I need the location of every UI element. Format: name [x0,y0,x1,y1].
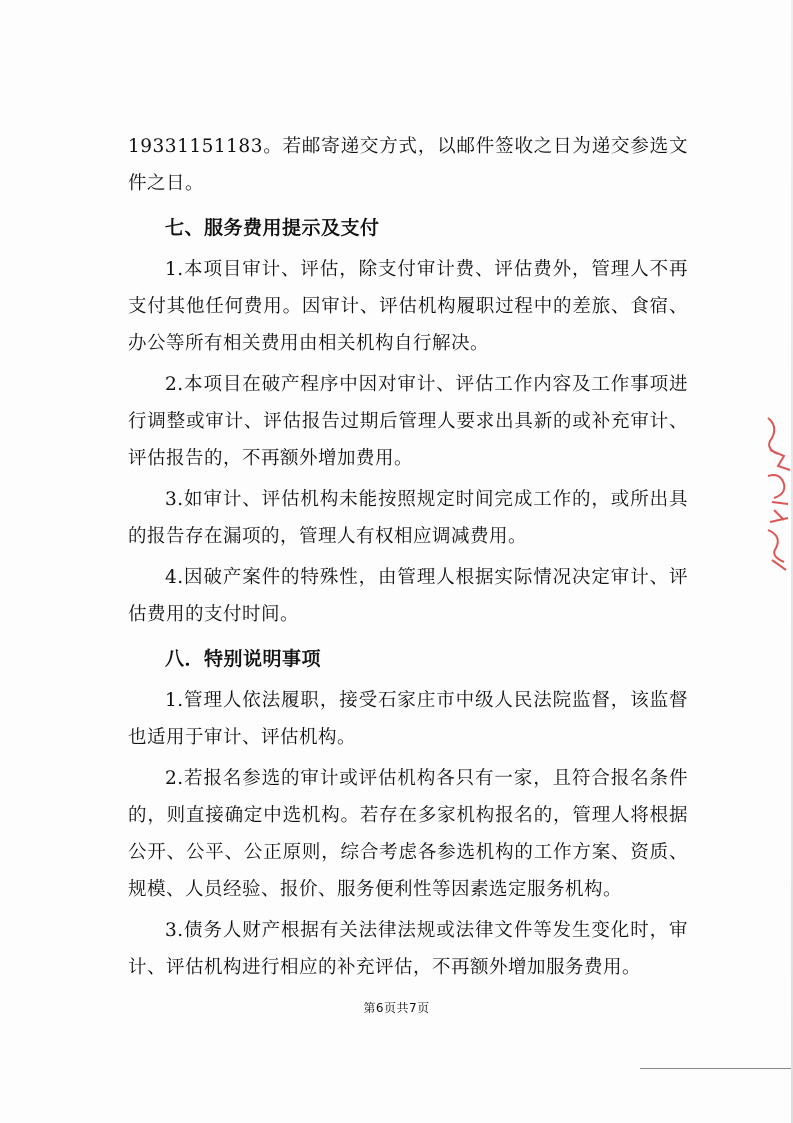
paragraph-fee-item-2: 2.本项目在破产程序中因对审计、评估工作内容及工作事项进行调整或审计、评估报告过期后管理人要求出具新的或补充审计、评估报告的，不再额外增加费用。 [128,374,688,469]
paragraph-fee-item-3: 3.如审计、评估机构未能按照规定时间完成工作的，或所出具的报告存在漏项的，管理人有权相应调减费用。 [128,489,688,547]
page-number-footer: 第6页共7页 [363,1001,430,1015]
red-seal-stamp-icon [762,410,793,580]
paragraph-note-item-3: 3.债务人财产根据有关法律法规或法律文件等发生变化时，审计、评估机构进行相应的补充评估，不再额外增加服务费用。 [128,920,688,978]
scan-rule-line [640,1068,793,1069]
paragraph-fee-item-4: 4.因破产案件的特殊性，由管理人根据实际情况决定审计、评估费用的支付时间。 [128,567,688,625]
paragraph-fee-item-1: 1.本项目审计、评估，除支付审计费、评估费外，管理人不再支付其他任何费用。因审计、评估机构履职过程中的差旅、食宿、办公等所有相关费用由相关机构自行解决。 [128,259,688,354]
paragraph-submission-method: 19331151183。若邮寄递交方式，以邮件签收之日为递交参选文件之日。 [128,136,688,194]
paragraph-note-item-1: 1.管理人依法履职，接受石家庄市中级人民法院监督，该监督也适用于审计、评估机构。 [128,690,688,748]
paragraph-note-item-2: 2.若报名参选的审计或评估机构各只有一家，且符合报名条件的，则直接确定中选机构。若存在多家机构报名的，管理人将根据公开、公平、公正原则，综合考虑各参选机构的工作方案、资质、规模、人员经验、报价、服务便利性等因素选定服务机构。 [128,768,688,900]
section-heading-service-fees: 七、服务费用提示及支付 [165,217,380,239]
section-heading-special-notes: 八．特别说明事项 [165,648,322,670]
document-body [128,128,688,986]
